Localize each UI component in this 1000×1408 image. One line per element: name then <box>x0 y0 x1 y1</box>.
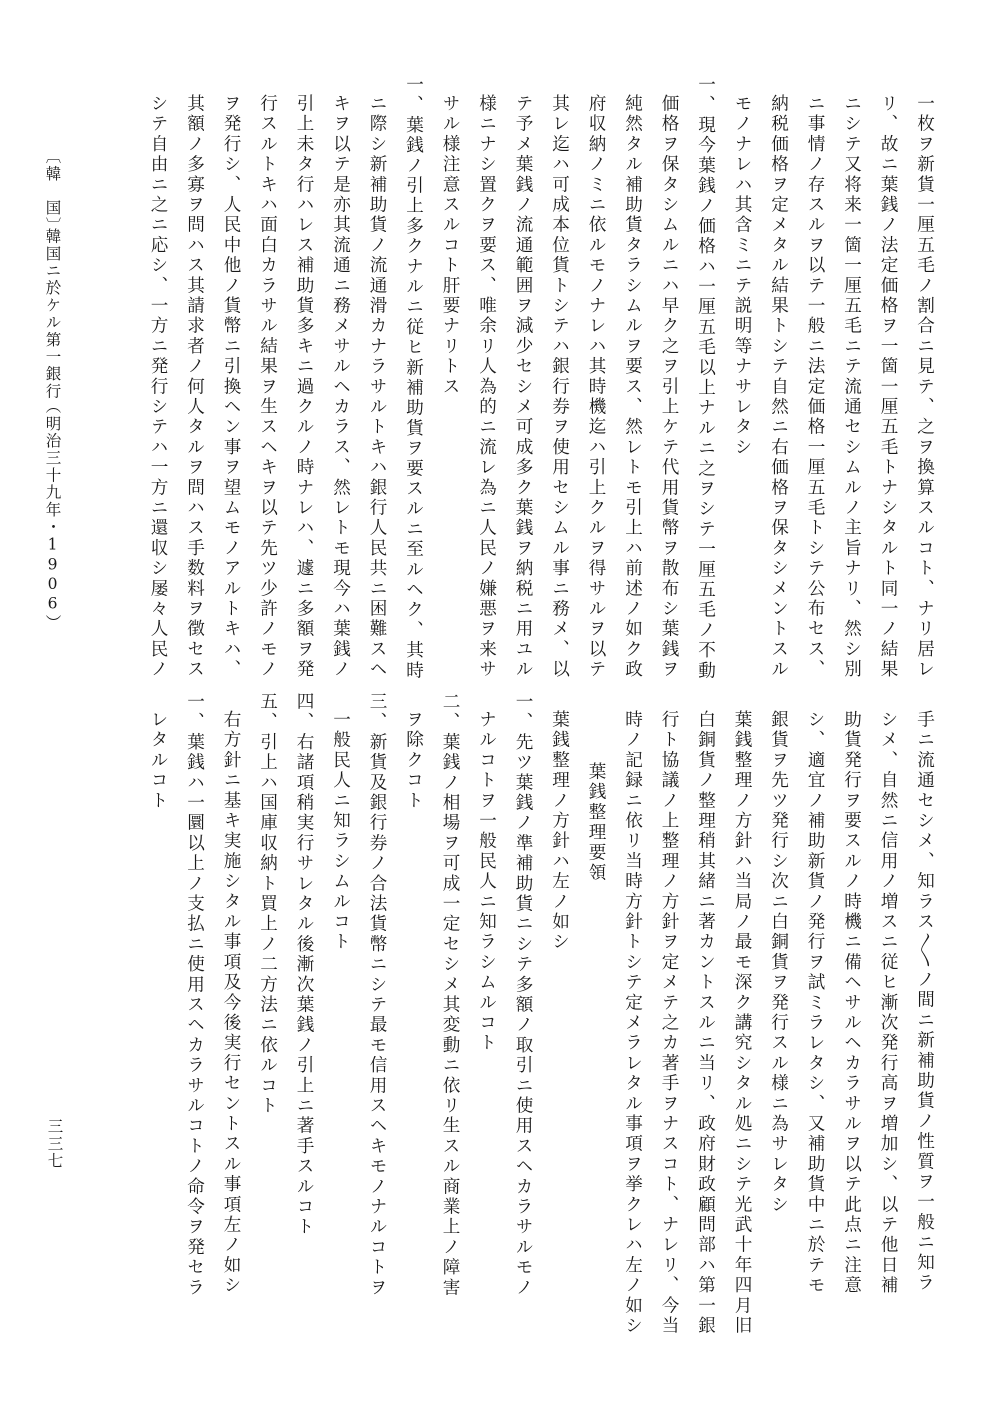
text-column-lower: ヲ除クコト <box>403 710 424 811</box>
section-heading: 葉銭整理要領 <box>586 762 607 884</box>
running-head-title: 韓国ニ於ケル第一銀行 <box>43 228 62 400</box>
text-column-upper: 価格ヲ保タシムルニハ早ク之ヲ引上ケテ代用貨幣ヲ散布シ葉銭ヲ <box>659 94 680 680</box>
text-column-upper: サル様注意スルコト肝要ナリトス <box>440 94 461 397</box>
text-column-upper: 納税価格ヲ定メタル結果トシテ自然ニ右価格ヲ保タシメントスル <box>768 94 789 680</box>
text-column-lower: シメ、自然ニ信用ノ増スニ従ヒ漸次発行高ヲ増加シ、以テ他日補 <box>878 710 899 1296</box>
text-column-upper: 一、葉銭ノ引上多クナルニ従ヒ新補助貨ヲ要スルニ至ルヘク、其時 <box>403 75 424 681</box>
text-column-lower: 行ト協議ノ上整理ノ方針ヲ定メテ之カ著手ヲナスコト、ナレリ、今当 <box>659 710 680 1337</box>
text-column-lower: 銀貨ヲ先ツ発行シ次ニ白銅貨ヲ発行スル様ニ為サレタシ <box>768 710 789 1215</box>
text-column-upper: 其レ迄ハ可成本位貨トシテハ銀行券ヲ使用セシムル事ニ務メ、以 <box>549 94 570 680</box>
text-column-lower: 一般民人ニ知ラシムルコト <box>330 710 351 953</box>
text-column-lower: 葉銭整理ノ方針ハ当局ノ最モ深ク講究シタル処ニシテ光武十年四月旧 <box>732 710 753 1337</box>
text-column-upper: 行スルトキハ面白カラサル結果ヲ生スヘキヲ以テ先ツ少許ノモノ <box>257 94 278 680</box>
running-head-year: （明治三十九年・1906） <box>43 398 62 632</box>
text-column-upper: 其額ノ多寡ヲ問ハス其請求者ノ何人タルヲ問ハス手数料ヲ徴セス <box>184 94 205 680</box>
text-column-upper: ニ事情ノ存スルヲ以テ一般ニ法定価格一厘五毛トシテ公布セス、 <box>805 94 826 680</box>
text-column-upper: シテ自由ニ之ニ応シ、一方ニ発行シテハ一方ニ還収シ屡々人民ノ <box>148 94 169 680</box>
text-column-lower: 四、右諸項稍実行サレタル後漸次葉銭ノ引上ニ著手スルコト <box>294 692 315 1238</box>
text-column-upper: テ予メ葉銭ノ流通範囲ヲ減少セシメ可成多ク葉銭ヲ納税ニ用ユル <box>513 94 534 680</box>
text-column-lower: 葉銭整理ノ方針ハ左ノ如シ <box>549 710 570 953</box>
page-number: 三三七 <box>45 1118 64 1170</box>
text-column-upper: ヲ発行シ、人民中他ノ貨幣ニ引換ヘン事ヲ望ムモノアルトキハ、 <box>221 94 242 680</box>
text-column-upper: キヲ以テ是亦其流通ニ務メサルヘカラス、然レトモ現今ハ葉銭ノ <box>330 94 351 680</box>
text-column-lower: 手ニ流通セシメ、知ラス〳〵ノ間ニ新補助貨ノ性質ヲ一般ニ知ラ <box>914 710 935 1294</box>
text-column-upper: 一、現今葉銭ノ価格ハ一厘五毛以上ナルニ之ヲシテ一厘五毛ノ不動 <box>695 75 716 681</box>
text-column-lower: 一、葉銭ハ一圜以上ノ支払ニ使用スヘカラサルコトノ命令ヲ発セラ <box>184 692 205 1298</box>
text-column-lower: 三、新貨及銀行券ノ合法貨幣ニシテ最モ信用スヘキモノナルコトヲ <box>367 692 388 1298</box>
text-column-upper: 府収納ノミニ依ルモノナレハ其時機迄ハ引上クルヲ得サルヲ以テ <box>586 94 607 680</box>
text-column-lower: 時ノ記録ニ依リ当時方針トシテ定メラレタル事項ヲ挙クレハ左ノ如シ <box>622 710 643 1337</box>
text-column-upper: モノナレハ其含ミニテ説明等ナサレタシ <box>732 94 753 458</box>
text-column-upper: ニシテ又将来一箇一厘五毛ニテ流通セシムルノ主旨ナリ、然シ別 <box>841 94 862 680</box>
running-head-label: 〔韓 国〕 <box>43 148 62 234</box>
text-column-upper: 様ニナシ置クヲ要ス、唯余リ人為的ニ流レ為ニ人民ノ嫌悪ヲ来サ <box>476 94 497 680</box>
text-column-upper: リ、故ニ葉銭ノ法定価格ヲ一箇一厘五毛トナシタルト同一ノ結果 <box>878 94 899 680</box>
text-column-upper: 引上未タ行ハレス補助貨多キニ過クルノ時ナレハ、遽ニ多額ヲ発 <box>294 94 315 680</box>
text-column-upper: 一枚ヲ新貨一厘五毛ノ割合ニ見テ、之ヲ換算スルコト、ナリ居レ <box>914 94 935 680</box>
text-column-lower: 二、葉銭ノ相場ヲ可成一定セシメ其変動ニ依リ生スル商業上ノ障害 <box>440 692 461 1298</box>
text-column-lower: 白銅貨ノ整理稍其緒ニ著カントスルニ当リ、政府財政顧問部ハ第一銀 <box>695 710 716 1337</box>
text-column-upper: ニ際シ新補助貨ノ流通滑カナラサルトキハ銀行人民共ニ困難スヘ <box>367 94 388 680</box>
text-column-lower: シ、適宜ノ補助新貨ノ発行ヲ試ミラレタシ、又補助貨中ニ於テモ <box>805 710 826 1296</box>
text-column-upper: 純然タル補助貨タラシムルヲ要ス、然レトモ引上ハ前述ノ如ク政 <box>622 94 643 680</box>
text-column-lower: レタルコト <box>148 710 169 811</box>
text-column-lower: 助貨発行ヲ要スルノ時機ニ備ヘサルヘカラサルヲ以テ此点ニ注意 <box>841 710 862 1296</box>
text-column-lower: 五、引上ハ国庫収納ト買上ノ二方法ニ依ルコト <box>257 692 278 1117</box>
text-column-lower: 一、先ツ葉銭ノ準補助貨ニシテ多額ノ取引ニ使用スヘカラサルモノ <box>513 692 534 1298</box>
text-column-lower: ナルコトヲ一般民人ニ知ラシムルコト <box>476 710 497 1054</box>
text-column-lower: 右方針ニ基キ実施シタル事項及今後実行セントスル事項左ノ如シ <box>221 710 242 1296</box>
